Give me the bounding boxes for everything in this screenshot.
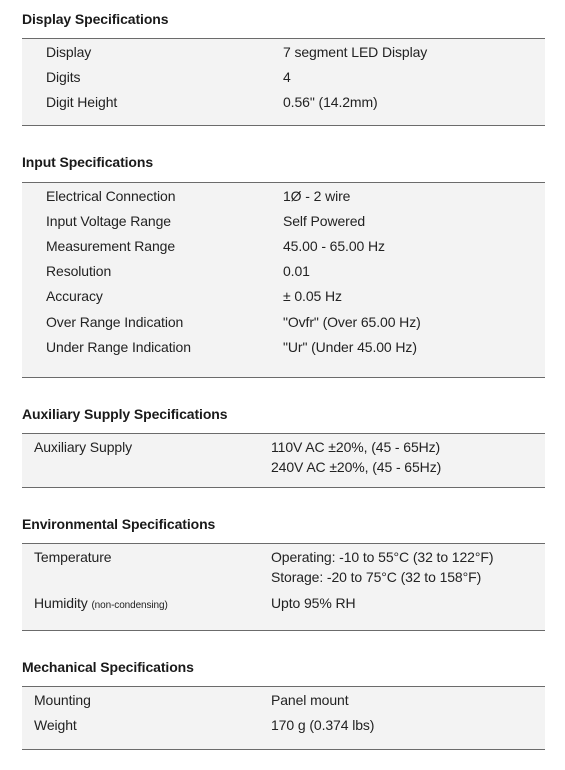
spec-label: Measurement Range: [46, 238, 176, 254]
spec-value: 0.01: [283, 263, 310, 279]
spec-label: Digit Height: [46, 94, 118, 110]
spec-value: 240V AC ±20%, (45 - 65Hz): [271, 459, 442, 475]
input-specs-title: Input Specifications: [22, 154, 154, 170]
display-specs-table: [22, 38, 545, 126]
spec-value: 110V AC ±20%, (45 - 65Hz): [271, 439, 441, 455]
spec-value: 7 segment LED Display: [283, 44, 428, 60]
spec-value: 45.00 - 65.00 Hz: [283, 238, 385, 254]
environmental-specs-title: Environmental Specifications: [22, 516, 216, 532]
spec-value: "Ur" (Under 45.00 Hz): [283, 339, 417, 355]
spec-label: Accuracy: [46, 288, 103, 304]
spec-value: 4: [283, 69, 291, 85]
spec-value: "Ovfr" (Over 65.00 Hz): [283, 314, 421, 330]
spec-label: Under Range Indication: [46, 339, 191, 355]
spec-label: Weight: [34, 717, 77, 733]
spec-label: Resolution: [46, 263, 112, 279]
spec-label: Input Voltage Range: [46, 213, 171, 229]
spec-value: ± 0.05 Hz: [283, 288, 342, 304]
spec-label: Mounting: [34, 692, 91, 708]
display-specs-title: Display Specifications: [22, 11, 169, 27]
spec-value: Upto 95% RH: [271, 595, 356, 611]
auxiliary-specs-table: [22, 433, 545, 488]
spec-label: Over Range Indication: [46, 314, 184, 330]
spec-label-note: (non-condensing): [91, 600, 168, 611]
environmental-specs-table: [22, 543, 545, 631]
spec-value: Operating: -10 to 55°C (32 to 122°F): [271, 549, 494, 565]
spec-label: Temperature: [34, 549, 112, 565]
spec-value: 170 g (0.374 lbs): [271, 717, 375, 733]
auxiliary-specs-title: Auxiliary Supply Specifications: [22, 406, 228, 422]
spec-label: Auxiliary Supply: [34, 439, 132, 455]
spec-value: 1Ø - 2 wire: [283, 188, 351, 204]
spec-value: Panel mount: [271, 692, 349, 708]
spec-label: Digits: [46, 69, 81, 85]
spec-label-text: Humidity: [34, 595, 88, 611]
spec-value: Storage: -20 to 75°C (32 to 158°F): [271, 569, 482, 585]
spec-value: 0.56" (14.2mm): [283, 94, 378, 110]
mechanical-specs-table: [22, 686, 545, 750]
spec-label: [34, 595, 168, 611]
mechanical-specs-title: Mechanical Specifications: [22, 659, 194, 675]
input-specs-table: [22, 182, 545, 378]
spec-label: Electrical Connection: [46, 188, 176, 204]
spec-value: Self Powered: [283, 213, 366, 229]
spec-label: Display: [46, 44, 92, 60]
